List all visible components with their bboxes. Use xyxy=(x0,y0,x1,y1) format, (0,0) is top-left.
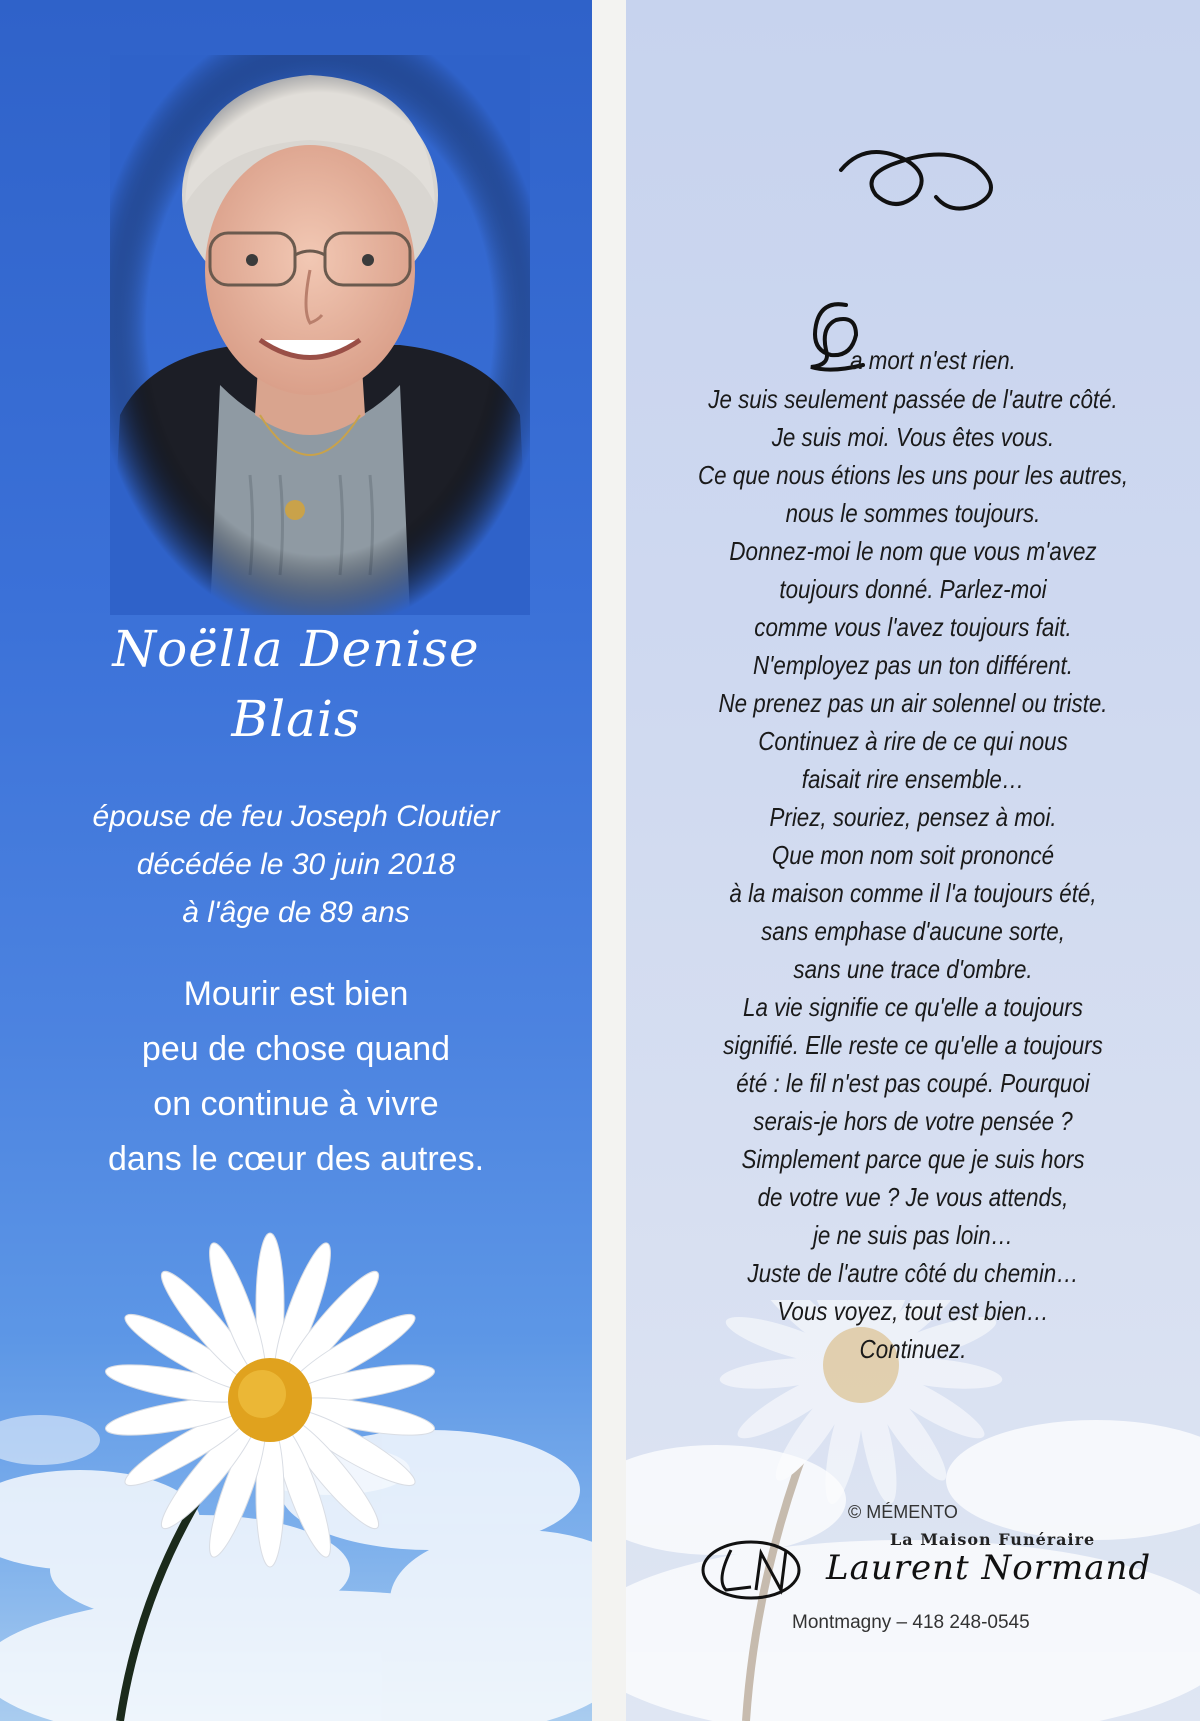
poem-line: sans une trace d'ombre. xyxy=(793,954,1033,984)
poem-line: sans emphase d'aucune sorte, xyxy=(761,916,1065,946)
quote-line: on continue à vivre xyxy=(153,1085,439,1123)
deceased-first-names: Noëlla Denise xyxy=(112,620,480,678)
funeral-home-subtitle: La Maison Funéraire xyxy=(890,1530,1096,1549)
age-line: à l'âge de 89 ans xyxy=(182,896,410,929)
poem-line: Vous voyez, tout est bien… xyxy=(777,1296,1049,1326)
quote-line: Mourir est bien xyxy=(183,975,409,1013)
poem-line: comme vous l'avez toujours fait. xyxy=(754,612,1072,642)
poem-line: Ne prenez pas un air solennel ou triste. xyxy=(718,688,1108,718)
poem-line: N'employez pas un ton différent. xyxy=(753,650,1073,680)
funeral-home-logo-icon xyxy=(696,1535,806,1605)
poem-line: serais-je hors de votre pensée ? xyxy=(753,1106,1073,1136)
death-date-line: décédée le 30 juin 2018 xyxy=(136,848,456,881)
memorial-card-front xyxy=(0,0,592,1721)
spouse-line: épouse de feu Joseph Cloutier xyxy=(92,800,500,833)
poem-line: Simplement parce que je suis hors xyxy=(741,1144,1085,1174)
poem-line: La vie signifie ce qu'elle a toujours xyxy=(743,992,1083,1022)
poem-line: Priez, souriez, pensez à moi. xyxy=(769,802,1057,832)
poem-line: nous le sommes toujours. xyxy=(785,498,1041,528)
poem-line: toujours donné. Parlez-moi xyxy=(779,574,1047,604)
poem-line: Continuez. xyxy=(859,1334,967,1364)
poem-line-first: a mort n'est rien. xyxy=(850,345,1016,375)
memorial-card-back xyxy=(626,0,1200,1721)
poem-line: Donnez-moi le nom que vous m'avez xyxy=(729,536,1097,566)
poem-line: Ce que nous étions les uns pour les autres, xyxy=(697,460,1129,490)
poem-line: Je suis seulement passée de l'autre côté. xyxy=(708,384,1118,414)
poem-line: Que mon nom soit prononcé xyxy=(771,840,1055,870)
copyright-memento: © MÉMENTO xyxy=(848,1502,958,1522)
quote-line: dans le cœur des autres. xyxy=(107,1140,485,1178)
ornament-flourish xyxy=(836,135,1006,220)
poem-line: à la maison comme il l'a toujours été, xyxy=(729,878,1097,908)
funeral-home-name: Laurent Normand xyxy=(826,1548,1152,1588)
poem-line: Continuez à rire de ce qui nous xyxy=(758,726,1068,756)
poem-line: Juste de l'autre côté du chemin… xyxy=(747,1258,1079,1288)
poem-line: signifié. Elle reste ce qu'elle a toujours xyxy=(723,1030,1103,1060)
portrait-photo xyxy=(110,55,530,615)
funeral-home-phone: Montmagny – 418 248-0545 xyxy=(792,1612,1030,1633)
daisy-illustration xyxy=(80,1230,480,1721)
poem-line: de votre vue ? Je vous attends, xyxy=(757,1182,1069,1212)
poem-line: je ne suis pas loin… xyxy=(812,1220,1014,1250)
deceased-last-name: Blais xyxy=(231,690,361,748)
quote-line: peu de chose quand xyxy=(141,1030,451,1068)
poem-line: Je suis moi. Vous êtes vous. xyxy=(771,422,1055,452)
poem-line: été : le fil n'est pas coupé. Pourquoi xyxy=(736,1068,1090,1098)
poem-line: faisait rire ensemble… xyxy=(801,764,1025,794)
